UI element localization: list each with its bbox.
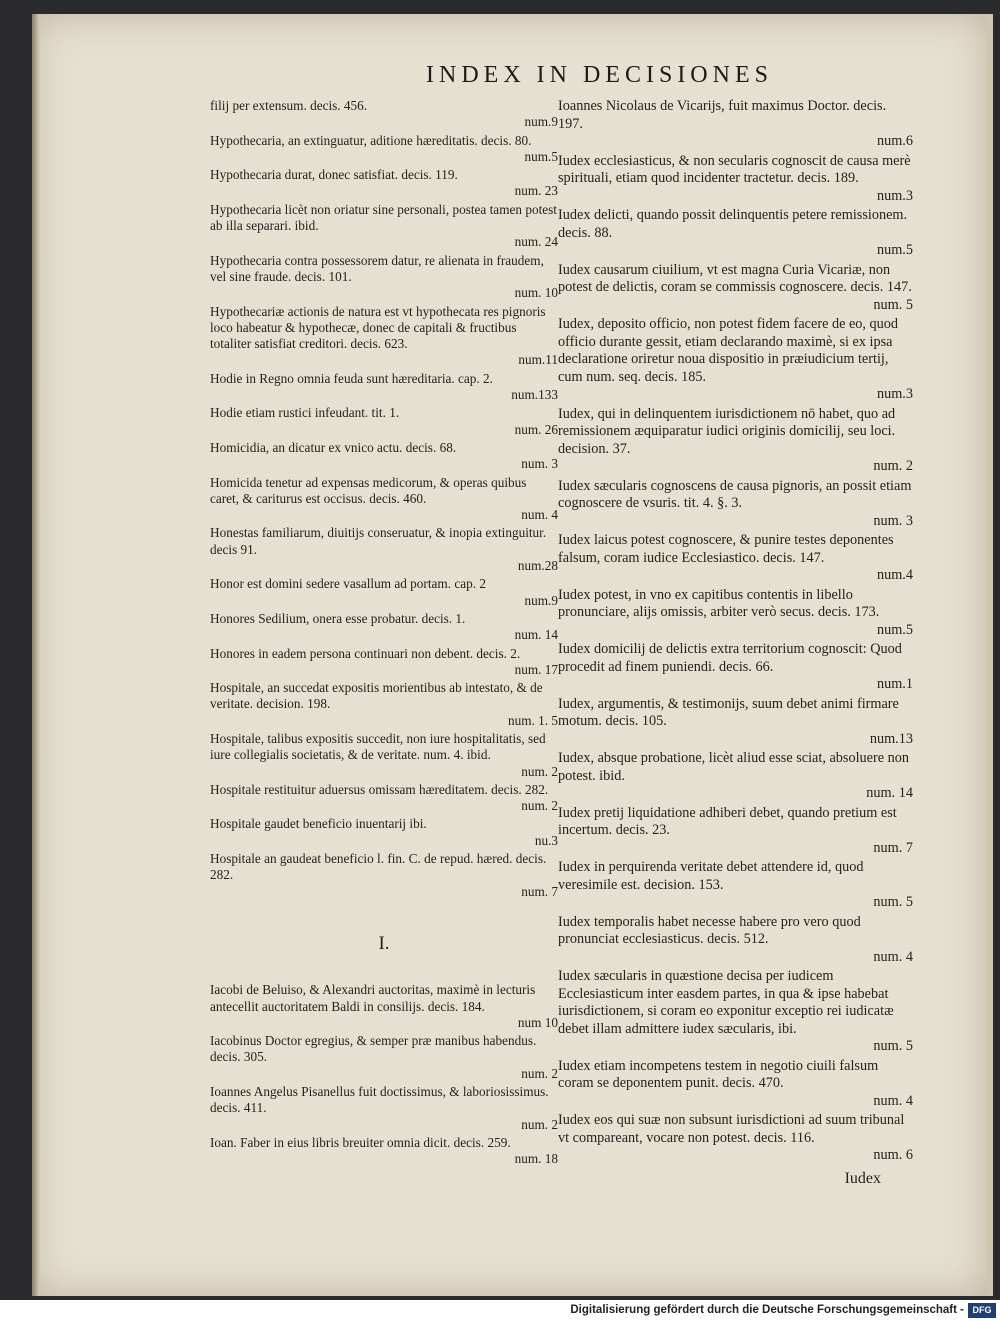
entry-text: Iudex temporalis habet necesse habere pro vero quod pronunciat ecclesiasticus. decis. 512.: [558, 913, 861, 947]
book-page: [32, 14, 993, 1296]
entry-num: num. 2: [521, 763, 558, 779]
entry-text: Ioannes Nicolaus de Vicarijs, fuit maximus Doctor. decis. 197.: [558, 98, 887, 132]
entry-text: Iudex in perquirenda veritate debet attendere id, quod veresimile est. decision. 153.: [558, 859, 864, 893]
index-entry: [210, 202, 558, 251]
index-entry: [210, 1135, 558, 1168]
entry-num: num. 1. 5: [507, 712, 558, 728]
entry-num: num. 26: [514, 421, 558, 437]
index-entry: [558, 914, 913, 967]
entry-text: Hypothecaria durat, donec satisfiat. decis. 119.: [210, 167, 458, 183]
index-entry: [210, 1084, 558, 1133]
entry-text: Homicidia, an dicatur ex vnico actu. decis. 68.: [210, 439, 457, 455]
entry-text: Iudex pretij liquidatione adhiberi debet, quando pretium est incertum. decis. 23.: [558, 804, 897, 838]
entry-text: Iudex, absque probatione, licèt aliud esse sciat, absoluere non potest. ibid.: [558, 750, 909, 784]
index-entry: [210, 576, 558, 609]
entry-num: num. 24: [514, 234, 558, 250]
entry-num: num 10: [517, 1014, 558, 1030]
entry-text: Iudex laicus potest cognoscere, & punire testes deponentes falsum, coram iudice Ecclesiastico. decis. 147.: [558, 532, 894, 566]
entry-text: Honores in eadem persona continuari non debent. decis. 2.: [210, 645, 521, 661]
entry-text: Hypothecariæ actionis de natura est vt hypothecata res pignoris loco habeatur & hypothecæ, donec de capitali & fructibus totaliter satisfiat creditori. decis. 623.: [210, 303, 546, 352]
entry-num: num. 10: [514, 285, 558, 301]
entry-num: num.13: [869, 730, 913, 747]
entry-num: num. 2: [521, 1116, 558, 1132]
index-entry: [210, 731, 558, 780]
index-entry: [558, 262, 913, 315]
entry-num: num.11: [518, 352, 558, 368]
entry-text: Ioannes Angelus Pisanellus fuit doctissimus, & laboriosissimus. decis. 411.: [210, 1084, 549, 1116]
index-entry: [558, 153, 913, 206]
entry-num: num.3: [876, 386, 913, 402]
right-column: [558, 98, 913, 1167]
index-entry: [558, 859, 913, 912]
entry-text: Iudex, deposito officio, non potest fidem facere de eo, quod officio durante gessit, etiam declarando maximè, si ex ipsa declaratione oriretur noua dispositio in præiudicium tertij, cum num. seq. decis. 185.: [558, 316, 899, 385]
index-entry: [210, 253, 558, 302]
left-column: [210, 98, 558, 1170]
entry-text: Iudex sæcularis in quæstione decisa per iudicem Ecclesiasticum inter easdem partes, in qua & ipse habebat iurisdictionem, si coram eo exponitur exceptio rei iudicatæ debet illam admittere iudex sæcularis, ibi.: [558, 968, 894, 1037]
index-entry: [558, 406, 913, 476]
entry-text: Iudex, qui in delinquentem iurisdictionem nō habet, quo ad remissionem æquiparatur iudici originis domicilij, seu loci. decision. 37.: [558, 405, 896, 457]
entry-num: num.9: [524, 114, 558, 130]
entry-num: num.5: [876, 621, 913, 638]
entry-num: num.5: [876, 242, 913, 258]
entry-text: Honor est domini sedere vasallum ad portam. cap. 2: [210, 576, 486, 592]
index-entry: [210, 816, 558, 849]
entry-text: Hospitale restituitur aduersus omissam hæreditatem. decis. 282.: [210, 781, 549, 797]
entry-text: Iudex eos qui suæ non subsunt iurisdictioni ad suum tribunal vt compareant, vocare non potest. decis. 116.: [558, 1112, 905, 1146]
index-entry: [210, 405, 558, 438]
entry-num: num. 4: [873, 948, 913, 965]
index-entry: [558, 316, 913, 404]
index-entry: [210, 982, 558, 1031]
entry-text: Hypothecaria licèt non oriatur sine personali, postea tamen potest ab illa separari. ibid.: [210, 201, 557, 234]
entry-num: num. 17: [514, 661, 558, 677]
entry-text: Iudex ecclesiasticus, & non secularis cognoscit de causa merè spirituali, etiam quod incidenter tractetur. decis. 189.: [558, 152, 911, 186]
entry-num: num.28: [517, 558, 558, 574]
entry-text: Hospitale an gaudeat beneficio l. fin. C. de repud. hæred. decis. 282.: [210, 851, 547, 883]
entry-text: Iudex etiam incompetens testem in negotio ciuili falsum coram se deponentem punit. decis. 470.: [558, 1057, 879, 1091]
footer-credit: Digitalisierung gefördert durch die Deutsche Forschungsgemeinschaft -: [570, 1304, 964, 1316]
index-entry: [558, 98, 913, 151]
entry-num: num. 14: [866, 785, 913, 801]
index-entry: [558, 478, 913, 531]
entry-text: Homicida tenetur ad expensas medicorum, & operas quibus caret, & cariturus est occisus. decis. 460.: [210, 474, 527, 506]
entry-num: num. 5: [873, 296, 913, 313]
entry-text: Iacobinus Doctor egregius, & semper præ manibus habendus. decis. 305.: [210, 1033, 537, 1065]
entry-num: nu.3: [534, 832, 558, 848]
entry-num: num.3: [876, 187, 913, 204]
entry-text: filij per extensum. decis. 456.: [210, 98, 368, 113]
entry-num: num.133: [511, 387, 558, 403]
entry-text: Iacobi de Beluiso, & Alexandri auctoritas, maximè in lecturis antecellit auctoritatem Baldi in consilijs. decis. 184.: [210, 982, 536, 1014]
index-entry: [210, 611, 558, 644]
index-entry: [558, 641, 913, 694]
entry-num: num.6: [876, 133, 913, 149]
index-entry: [210, 1033, 558, 1082]
index-entry: [558, 750, 913, 803]
entry-text: Honestas familiarum, diuitijs conseruatur, & inopia extinguitur. decis 91.: [210, 525, 547, 557]
entry-num: num. 5: [873, 1038, 913, 1054]
entry-text: Honores Sedilium, onera esse probatur. decis. 1.: [210, 610, 466, 626]
entry-num: num. 6: [873, 1147, 913, 1163]
entry-text: Hodie etiam rustici infeudant. tit. 1.: [210, 405, 400, 421]
entry-text: Hodie in Regno omnia feuda sunt hæreditaria. cap. 2.: [210, 370, 493, 386]
index-entry: [210, 782, 558, 815]
entry-num: num. 14: [514, 627, 558, 643]
entry-text: Hypothecaria contra possessorem datur, re alienata in fraudem, vel sine fraude. decis. 101.: [210, 252, 544, 284]
index-entry: [210, 167, 558, 200]
footer-bar: [0, 1300, 1000, 1321]
running-head: INDEX IN DECISIONES: [426, 62, 773, 88]
entry-num: num. 4: [521, 507, 558, 523]
index-entry: [210, 98, 558, 131]
index-entry: [558, 1058, 913, 1111]
page-edge: [32, 14, 40, 1296]
entry-text: Iudex delicti, quando possit delinquentis petere remissionem. decis. 88.: [558, 207, 908, 241]
entry-text: Hospitale, talibus expositis succedit, non iure hospitalitatis, sed iure collegialis societatis, & de veritate. num. 4. ibid.: [210, 730, 546, 763]
index-entry: [558, 805, 913, 858]
entry-num: num.9: [524, 592, 558, 608]
entry-num: num. 2: [521, 798, 558, 814]
entry-num: num. 4: [873, 1092, 913, 1109]
index-entry: [210, 371, 558, 404]
index-entry: [558, 587, 913, 640]
index-entry: [210, 646, 558, 679]
entry-text: Hospitale gaudet beneficio inuentarij ibi.: [210, 816, 427, 832]
index-entry: [558, 968, 913, 1056]
index-entry: [210, 851, 558, 900]
index-entry: [558, 696, 913, 749]
entry-num: num.1: [876, 676, 913, 692]
entry-num: num. 7: [521, 883, 558, 899]
index-entry: [210, 440, 558, 473]
entry-num: num. 5: [873, 894, 913, 910]
index-entry: [558, 207, 913, 260]
entry-num: num. 3: [521, 456, 558, 472]
entry-text: Ioan. Faber in eius libris breuiter omnia dicit. decis. 259.: [210, 1134, 511, 1150]
entry-text: Iudex domicilij de delictis extra territorium cognoscit: Quod procedit ad finem puniendi. decis. 66.: [558, 641, 902, 675]
entry-text: Hypothecaria, an extinguatur, aditione hæreditatis. decis. 80.: [210, 132, 532, 148]
index-entry: [210, 680, 558, 729]
entry-num: num. 23: [514, 183, 558, 199]
dfg-logo-icon: DFG: [968, 1303, 996, 1318]
entry-num: num. 2: [521, 1065, 558, 1081]
index-entry: [210, 475, 558, 524]
entry-text: Iudex potest, in vno ex capitibus contentis in libello pronunciare, alijs omissis, arbiter verò secus. decis. 173.: [558, 586, 880, 620]
index-entry: [558, 1112, 913, 1165]
index-entry: [210, 133, 558, 166]
section-letter: I.: [378, 932, 390, 954]
entry-num: num.4: [876, 567, 913, 583]
entry-num: num. 18: [514, 1151, 558, 1167]
entry-text: Hospitale, an succedat expositis morientibus ab intestato, & de veritate. decision. 198.: [210, 680, 543, 712]
entry-num: num. 2: [873, 458, 913, 474]
entry-num: num. 7: [873, 839, 913, 856]
index-entry: [210, 525, 558, 574]
entry-text: Iudex, argumentis, & testimonijs, suum debet animi firmare motum. decis. 105.: [558, 695, 899, 729]
catchword: Iudex: [844, 1170, 881, 1187]
index-entry: [210, 304, 558, 369]
entry-text: Iudex causarum ciuilium, vt est magna Curia Vicariæ, non potest de delictis, coram se commissis cognoscere. decis. 147.: [558, 261, 912, 295]
index-entry: [558, 532, 913, 585]
entry-num: num.5: [524, 148, 558, 164]
entry-num: num. 3: [873, 512, 913, 529]
entry-text: Iudex sæcularis cognoscens de causa pignoris, an possit etiam cognoscere de vsuris. tit. 4. §. 3.: [558, 477, 912, 511]
